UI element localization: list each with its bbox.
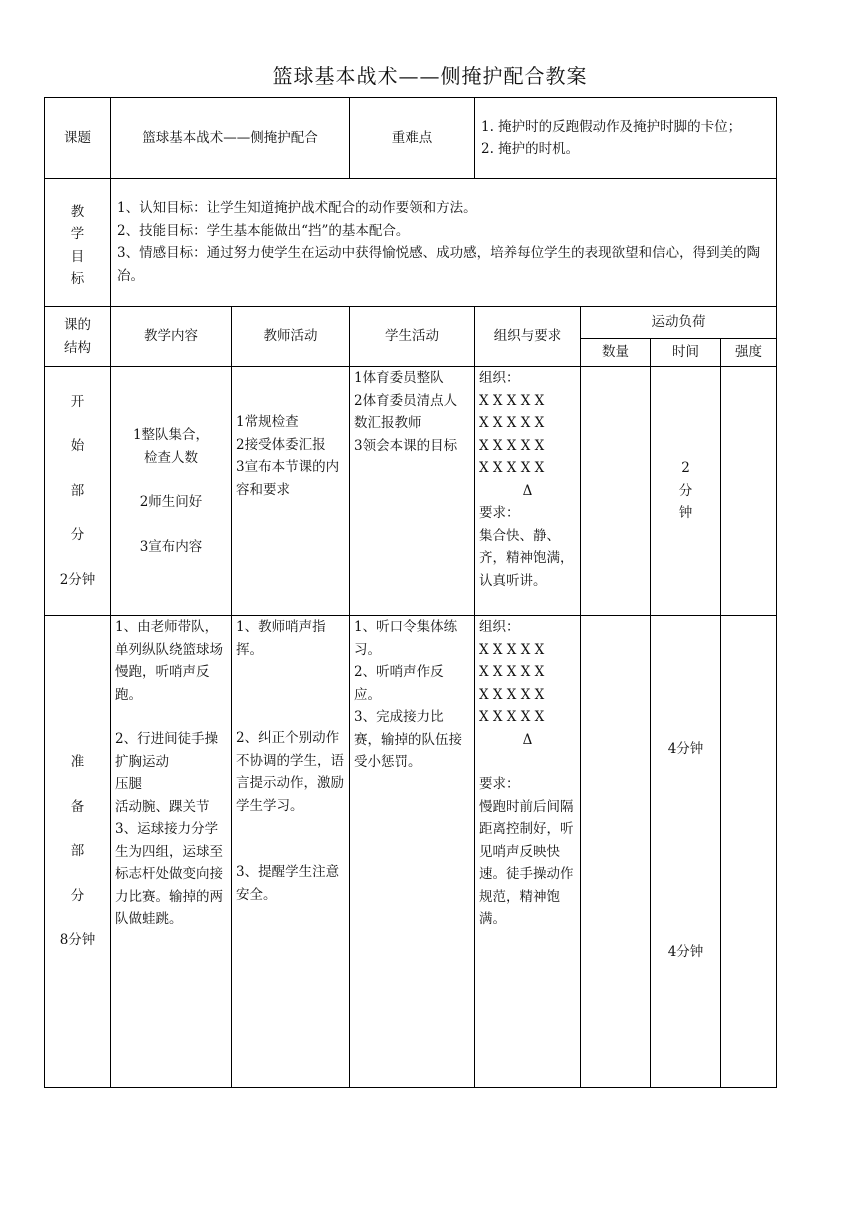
section2-time-2: 4分钟 [667,944,704,960]
section1-student: 1体育委员整队 2体育委员清点人数汇报教师 3领会本课的目标 [350,367,475,616]
goals-label: 教 学 目 标 [45,179,111,307]
section1-teacher: 1常规检查 2接受体委汇报 3宣布本节课的内容和要求 [232,367,350,616]
difficulty-label: 重难点 [350,98,475,179]
col-structure: 课的 结构 [45,307,111,367]
topic-label: 课题 [45,98,111,179]
topic-value: 篮球基本战术——侧掩护配合 [111,98,350,179]
section2-org: 组织： X X X X X X X X X X X X X X X X X X X X Δ 要求： 慢跑时前后间隔距离控制好，听见哨声反映快速。徒手操动作规范，精神饱满。 [475,616,581,1088]
col-load: 运动负荷 [581,307,777,339]
section1-org: 组织： X X X X X X X X X X X X X X X X X X X X Δ 要求： 集合快、静、齐，精神饱满，认真听讲。 [475,367,581,616]
section2-teacher: 1、教师哨声指挥。 2、纠正个别动作不协调的学生，语言提示动作，激励学生学习。 3、提醒学生注意安全。 [232,616,350,1088]
col-student: 学生活动 [350,307,475,367]
section2-structure: 准 备 部 分 8分钟 [45,616,111,1088]
col-teacher: 教师活动 [232,307,350,367]
section2-time [651,616,721,1088]
section1-amount [581,367,651,616]
col-load-intensity: 强度 [721,339,777,367]
section1-time: 2 分 钟 [651,367,721,616]
difficulty-value: 1. 掩护时的反跑假动作及掩护时脚的卡位； 2. 掩护的时机。 [475,98,777,179]
section2-content: 1、由老师带队，单列纵队绕篮球场慢跑，听哨声反跑。 2、行进间徒手操 扩胸运动 压腿 活动腕、踝关节 3、运球接力分学生为四组，运球至标志杆处做变向接力比赛。输掉的两队做蛙跳。 [111,616,232,1088]
section1-structure: 开 始 部 分 2分钟 [45,367,111,616]
section2-time-1: 4分钟 [667,741,704,757]
col-load-amount: 数量 [581,339,651,367]
section1-content: 1整队集合， 检查人数 2师生问好 3宣布内容 [111,367,232,616]
section2-intensity [721,616,777,1088]
document-title: 篮球基本战术——侧掩护配合教案 [272,64,588,88]
col-org: 组织与要求 [475,307,581,367]
section2-student: 1、听口令集体练习。 2、听哨声作反应。 3、完成接力比赛，输掉的队伍接受小惩罚。 [350,616,475,1088]
col-load-time: 时间 [651,339,721,367]
lesson-plan-table [44,97,777,1088]
section2-amount [581,616,651,1088]
section1-intensity [721,367,777,616]
col-content: 教学内容 [111,307,232,367]
goals-content: 1、认知目标：让学生知道掩护战术配合的动作要领和方法。 2、技能目标：学生基本能做出“挡”的基本配合。 3、情感目标：通过努力使学生在运动中获得愉悦感、成功感，培养每位学生的表现欲望和信心，得到美的陶冶。 [111,179,777,307]
